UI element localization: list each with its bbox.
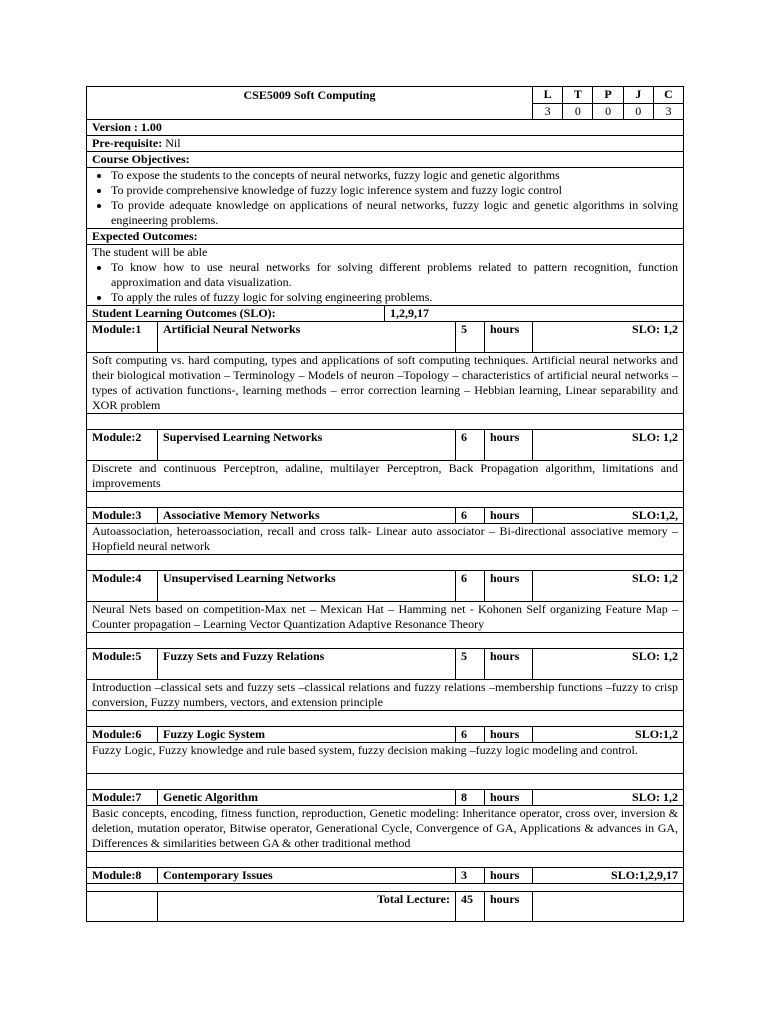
module-hours-unit: hours (485, 790, 533, 806)
spacer-cell (87, 852, 684, 868)
ltpjc-header: T (562, 87, 592, 103)
ltpjc-value: 3 (544, 104, 551, 118)
total-label: Total Lecture: (158, 892, 456, 922)
module-name: Genetic Algorithm (158, 790, 456, 806)
module-content: Basic concepts, encoding, fitness function, reproduction, Genetic modeling: Inheritance operator, cross over, inversion & deletion, mutation operator, Bitwise operator, Generational Cycle, Convergence of GA, Applications & advances in GA, Differences & similarities between GA & other traditional method (87, 806, 684, 852)
ltpjc-grid (533, 87, 684, 120)
spacer-cell (87, 884, 684, 892)
module-header-row (87, 727, 684, 743)
module-hours: 5 (456, 649, 485, 680)
course-title: CSE5009 Soft Computing (87, 87, 533, 120)
module-hours-unit: hours (485, 430, 533, 461)
spacer-row (87, 774, 684, 790)
ltpjc-header: L (543, 87, 552, 101)
spacer-row (87, 884, 684, 892)
module-hours: 6 (456, 727, 485, 743)
module-header-row (87, 868, 684, 884)
module-content-row (87, 602, 684, 633)
module-header-row (87, 322, 684, 353)
ltpjc-header: J (623, 87, 653, 103)
module-header-row (87, 430, 684, 461)
module-content-row (87, 680, 684, 711)
module-slo: SLO:1,2 (533, 727, 684, 743)
syllabus-document (86, 86, 683, 922)
prerequisite (87, 136, 684, 152)
module-name: Contemporary Issues (158, 868, 456, 884)
module-id: Module:8 (87, 868, 158, 884)
objectives-list (87, 168, 684, 229)
spacer-row (87, 633, 684, 649)
module-content: Autoassociation, heteroassociation, recall and cross talk- Linear auto associator – Bi-directional associative memory – Hopfield neural network (87, 524, 684, 555)
module-hours: 6 (456, 508, 485, 524)
module-content-row (87, 353, 684, 414)
module-name: Artificial Neural Networks (158, 322, 456, 353)
version: Version : 1.00 (87, 120, 684, 136)
spacer-cell (87, 555, 684, 571)
module-id: Module:5 (87, 649, 158, 680)
objective-item: • To provide comprehensive knowledge of fuzzy logic inference system and fuzzy logic control (111, 183, 678, 198)
spacer-cell (87, 711, 684, 727)
spacer-cell (87, 492, 684, 508)
module-name: Fuzzy Logic System (158, 727, 456, 743)
outcome-item: • To apply the rules of fuzzy logic for solving engineering problems. (111, 290, 678, 305)
module-hours-unit: hours (485, 868, 533, 884)
spacer-cell (87, 414, 684, 430)
spacer-row (87, 711, 684, 727)
module-id: Module:4 (87, 571, 158, 602)
spacer-row (87, 492, 684, 508)
spacer-row (87, 852, 684, 868)
module-hours-unit: hours (485, 727, 533, 743)
outcome-item: • To know how to use neural networks for solving different problems related to pattern recognition, function approximation and data visualization. (111, 260, 678, 290)
module-header-row (87, 508, 684, 524)
module-hours-unit: hours (485, 322, 533, 353)
spacer-cell (87, 633, 684, 649)
module-name: Supervised Learning Networks (158, 430, 456, 461)
outcomes-intro: The student will be able (92, 245, 208, 259)
module-hours: 6 (456, 430, 485, 461)
spacer-row (87, 555, 684, 571)
module-content-row (87, 806, 684, 852)
total-slo-blank (533, 892, 684, 922)
total-hours: 45 (456, 892, 485, 922)
module-header-row (87, 649, 684, 680)
module-hours-unit: hours (485, 508, 533, 524)
module-hours: 5 (456, 322, 485, 353)
module-id: Module:7 (87, 790, 158, 806)
module-id: Module:1 (87, 322, 158, 353)
module-slo: SLO: 1,2 (533, 322, 684, 353)
module-content-row (87, 743, 684, 774)
module-slo: SLO: 1,2 (533, 790, 684, 806)
objectives-heading: Course Objectives: (87, 152, 684, 168)
module-content: Introduction –classical sets and fuzzy sets –classical relations and fuzzy relations –membership functions –fuzzy to crisp conversion, Fuzzy numbers, vectors, and extension principle (87, 680, 684, 711)
objective-item: • To provide adequate knowledge on applications of neural networks, fuzzy logic and genetic algorithms in solving engineering problems. (111, 198, 678, 228)
ltpjc-value: 0 (562, 104, 592, 119)
prereq-label: Pre-requisite: (92, 136, 163, 150)
slo-value: 1,2,9,17 (385, 306, 684, 322)
module-name: Associative Memory Networks (158, 508, 456, 524)
module-name: Fuzzy Sets and Fuzzy Relations (158, 649, 456, 680)
module-slo: SLO: 1,2 (533, 649, 684, 680)
module-id: Module:3 (87, 508, 158, 524)
module-content: Soft computing vs. hard computing, types and applications of soft computing techniques. Artificial neural networks and their biological motivation – Terminology – Models of neuron –Topology – characteristics of artificial neural networks – types of activation functions-, learning methods – error correction learning – Hebbian learning, Linear separability and XOR problem (87, 353, 684, 414)
module-slo: SLO:1,2,9,17 (533, 868, 684, 884)
module-name: Unsupervised Learning Networks (158, 571, 456, 602)
objective-item: • To expose the students to the concepts of neural networks, fuzzy logic and genetic algorithms (111, 168, 678, 183)
total-row (87, 892, 684, 922)
module-hours: 3 (456, 868, 485, 884)
outcomes-list (87, 245, 684, 306)
module-content: Neural Nets based on competition-Max net – Mexican Hat – Hamming net - Kohonen Self organizing Feature Map – Counter propagation – Learning Vector Quantization Adaptive Resonance Theory (87, 602, 684, 633)
module-slo: SLO:1,2, (533, 508, 684, 524)
syllabus-table (86, 86, 684, 922)
module-content: Discrete and continuous Perceptron, adaline, multilayer Perceptron, Back Propagation algorithm, limitations and improvements (87, 461, 684, 492)
total-hours-unit: hours (485, 892, 533, 922)
ltpjc-header: C (653, 87, 683, 103)
slo-label: Student Learning Outcomes (SLO): (87, 306, 385, 322)
module-slo: SLO: 1,2 (533, 430, 684, 461)
spacer-cell (87, 774, 684, 790)
ltpjc-value: 3 (653, 104, 683, 119)
module-header-row (87, 571, 684, 602)
module-content-row (87, 524, 684, 555)
module-header-row (87, 790, 684, 806)
spacer-row (87, 414, 684, 430)
module-content: Fuzzy Logic, Fuzzy knowledge and rule based system, fuzzy decision making –fuzzy logic modeling and control. (87, 743, 684, 774)
module-hours-unit: hours (485, 649, 533, 680)
module-hours: 6 (456, 571, 485, 602)
outcomes-heading: Expected Outcomes: (87, 229, 684, 245)
ltpjc-value: 0 (592, 104, 622, 119)
module-hours: 8 (456, 790, 485, 806)
ltpjc-value: 0 (623, 104, 653, 119)
ltpjc-header: P (592, 87, 622, 103)
prereq-value: Nil (165, 136, 181, 150)
module-id: Module:2 (87, 430, 158, 461)
module-id: Module:6 (87, 727, 158, 743)
total-blank-cell (87, 892, 158, 922)
module-hours-unit: hours (485, 571, 533, 602)
module-slo: SLO: 1,2 (533, 571, 684, 602)
module-content-row (87, 461, 684, 492)
